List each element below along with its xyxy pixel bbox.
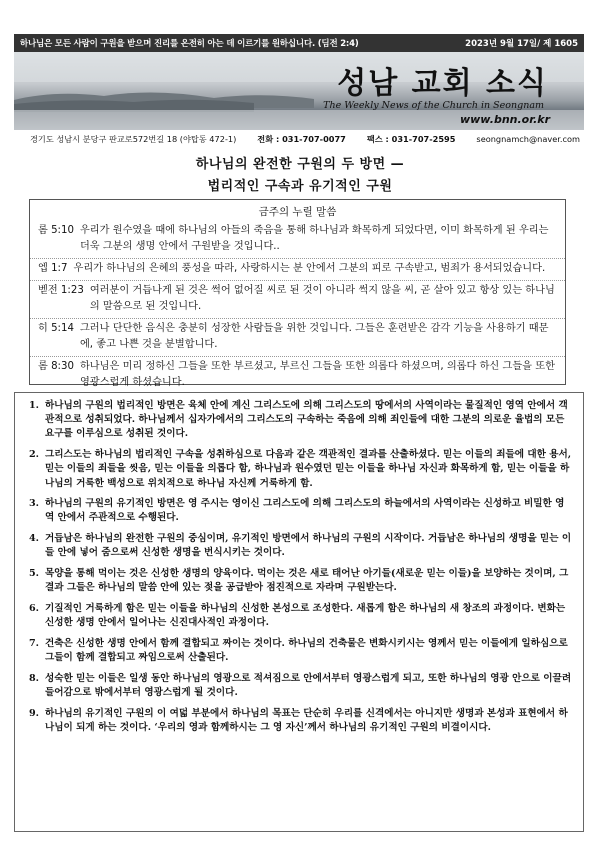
church-fax: 팩스 : 031-707-2595	[366, 134, 456, 144]
verse-reference: 벧전 1:23	[38, 285, 84, 296]
point-text: 하나님의 유기적인 구원의 이 여덟 부분에서 하나님의 목표는 단순히 우리를 신격에서는 아니지만 생명과 본성과 표현에서 하나님이 되게 하는 것이다. ‘우리의 영과 함께하시는 그 영 자신’께서 하나님의 유기적인 구원의 비결이시다.	[45, 707, 568, 733]
newsletter-title: 성남 교회 소식	[337, 66, 548, 101]
point-item	[29, 532, 573, 560]
point-item	[29, 399, 573, 442]
verse-reference: 롬 5:10	[38, 225, 74, 236]
point-number: 1.	[29, 400, 40, 411]
website-link[interactable]: www.bnn.or.kr	[459, 113, 550, 126]
header-top-verse: 하나님은 모든 사람이 구원을 받으며 진리를 온전히 아는 데 이르기를 원하십니다. (딤전 2:4)	[20, 39, 359, 49]
point-text: 하나님의 구원의 유기적인 방면은 영 주시는 영이신 그리스도에 의해 그리스도의 하늘에서의 사역이라는 신성하고 비밀한 영역 안에서 주관적으로 수행된다.	[45, 498, 565, 524]
point-item	[29, 448, 573, 491]
point-item	[29, 707, 573, 735]
church-email[interactable]: seongnamch@naver.com	[476, 134, 580, 144]
point-text: 성숙한 믿는 이들은 일생 동안 하나님의 영광으로 적셔짐으로 안에서부터 영광스럽게 되고, 또한 하나님의 영광 안으로 이끌려 들어감으로 밖에서부터 영광스럽게 될 것이다.	[45, 672, 572, 698]
point-item	[29, 672, 573, 700]
point-item	[29, 497, 573, 525]
church-address: 경기도 성남시 분당구 판교로572번길 18 (야탑동 472-1)	[30, 134, 237, 144]
point-number: 9.	[29, 707, 40, 719]
newsletter-subtitle: The Weekly News of the Church in Seongnam	[323, 100, 544, 111]
verse-text: 우리가 원수였을 때에 하나님의 아들의 죽음을 통해 하나님과 화목하게 되었다면, 이미 화목하게 된 우리는 더욱 그분의 생명 안에서 구원받을 것입니다..	[79, 225, 549, 252]
point-number: 2.	[29, 449, 40, 461]
verse-item	[30, 357, 565, 394]
main-points-box	[14, 392, 584, 832]
church-phone: 전화 : 031-707-0077	[257, 134, 346, 144]
point-number: 4.	[29, 533, 40, 545]
point-text: 기질적인 거룩하게 함은 믿는 이들을 하나님의 신성한 본성으로 조성한다. 새롭게 함은 하나님의 새 창조의 과정이다. 변화는 신성한 생명 안에서 일어나는 신진대사적인 과정이다.	[45, 602, 566, 629]
weekly-verses-title: 금주의 누릴 말씀	[258, 206, 337, 218]
point-item	[29, 602, 573, 630]
verse-reference: 히 5:14	[38, 323, 74, 334]
point-text: 건축은 신성한 생명 안에서 함께 결합되고 짜이는 것이다. 하나님의 건축물은 변화시키시는 영께서 믿는 이들에게 일하심으로 그들이 함께 결합되고 짜임으로써 산출된다.	[45, 637, 568, 664]
contact-info	[30, 134, 580, 145]
point-text: 하나님의 구원의 법리적인 방면은 육체 안에 계신 그리스도에 의해 그리스도의 땅에서의 사역이라는 물질적인 영역 안에서 객관적으로 성취되었다. 하나님께서 십자가에서의 그리스도의 구속하는 죽음에 의해 죄인들에 대한 그분의 의로운 율법의 모든 요구를 이루심으로 성취된 것이다.	[45, 400, 568, 440]
verse-reference: 엡 1:7	[38, 263, 68, 274]
point-number: 5.	[29, 568, 40, 580]
weekly-verses-box	[29, 199, 566, 388]
point-number: 6.	[29, 602, 40, 614]
point-text: 목양을 통해 먹이는 것은 신성한 생명의 양육이다. 먹이는 것은 새로 태어난 아기들(새로운 믿는 이들)을 보양하는 것이며, 그 결과 그들은 하나님의 말씀 안에 있는 젖을 공급받아 점진적으로 자라며 구원받는다.	[45, 568, 569, 594]
header-banner	[14, 52, 584, 130]
headline-line-2: 법리적인 구속과 유기적인 구원	[207, 179, 393, 194]
verse-item	[30, 259, 565, 281]
verse-text: 우리가 하나님의 은혜의 풍성을 따라, 사랑하시는 분 안에서 그분의 피로 구속받고, 범죄가 용서되었습니다.	[73, 263, 546, 274]
issue-date-number: 2023년 9월 17일/ 제 1605	[465, 39, 578, 49]
verse-item	[30, 221, 565, 259]
point-number: 7.	[29, 637, 40, 649]
point-item	[29, 567, 573, 595]
point-number: 8.	[29, 672, 40, 684]
point-text: 그리스도는 하나님의 법리적인 구속을 성취하심으로 다음과 같은 객관적인 결과를 산출하셨다. 믿는 이들의 죄들에 대한 용서, 믿는 이들의 죄들을 씻음, 믿는 이들을 의롭다 함, 하나님과 원수였던 믿는 이들을 하나님 자신과 화목하게 함, 믿는 이들을 하나님의 거룩한 백성으로 위치적으로 하나님 자신께 거룩하게 함.	[45, 449, 572, 489]
point-number: 3.	[29, 498, 40, 510]
point-item	[29, 637, 573, 665]
verse-reference: 롬 8:30	[38, 361, 74, 372]
verse-item	[30, 281, 565, 319]
verse-text: 여러분이 거듭나게 된 것은 썩어 없어질 씨로 된 것이 아니라 썩지 않을 씨, 곧 살아 있고 항상 있는 하나님의 말씀으로 된 것입니다.	[89, 285, 555, 312]
point-text: 거듭남은 하나님의 완전한 구원의 중심이며, 유기적인 방면에서 하나님의 구원의 시작이다. 거듭남은 하나님의 생명을 믿는 이들 안에 넣어 줌으로써 신성한 생명을 번식시키는 것이다.	[45, 533, 572, 559]
header-top-bar	[14, 34, 584, 52]
verse-text: 그러나 단단한 음식은 충분히 성장한 사람들을 위한 것입니다. 그들은 훈련받은 감각 기능을 사용하기 때문에, 좋고 나쁜 것을 분별합니다.	[79, 323, 549, 350]
verse-text: 하나님은 미리 정하신 그들을 또한 부르셨고, 부르신 그들을 또한 의롭다 하셨으며, 의롭다 하신 그들을 또한 영광스럽게 하셨습니다.	[79, 361, 555, 388]
headline-line-1: 하나님의 완전한 구원의 두 방면 —	[195, 157, 405, 172]
verse-item	[30, 319, 565, 357]
